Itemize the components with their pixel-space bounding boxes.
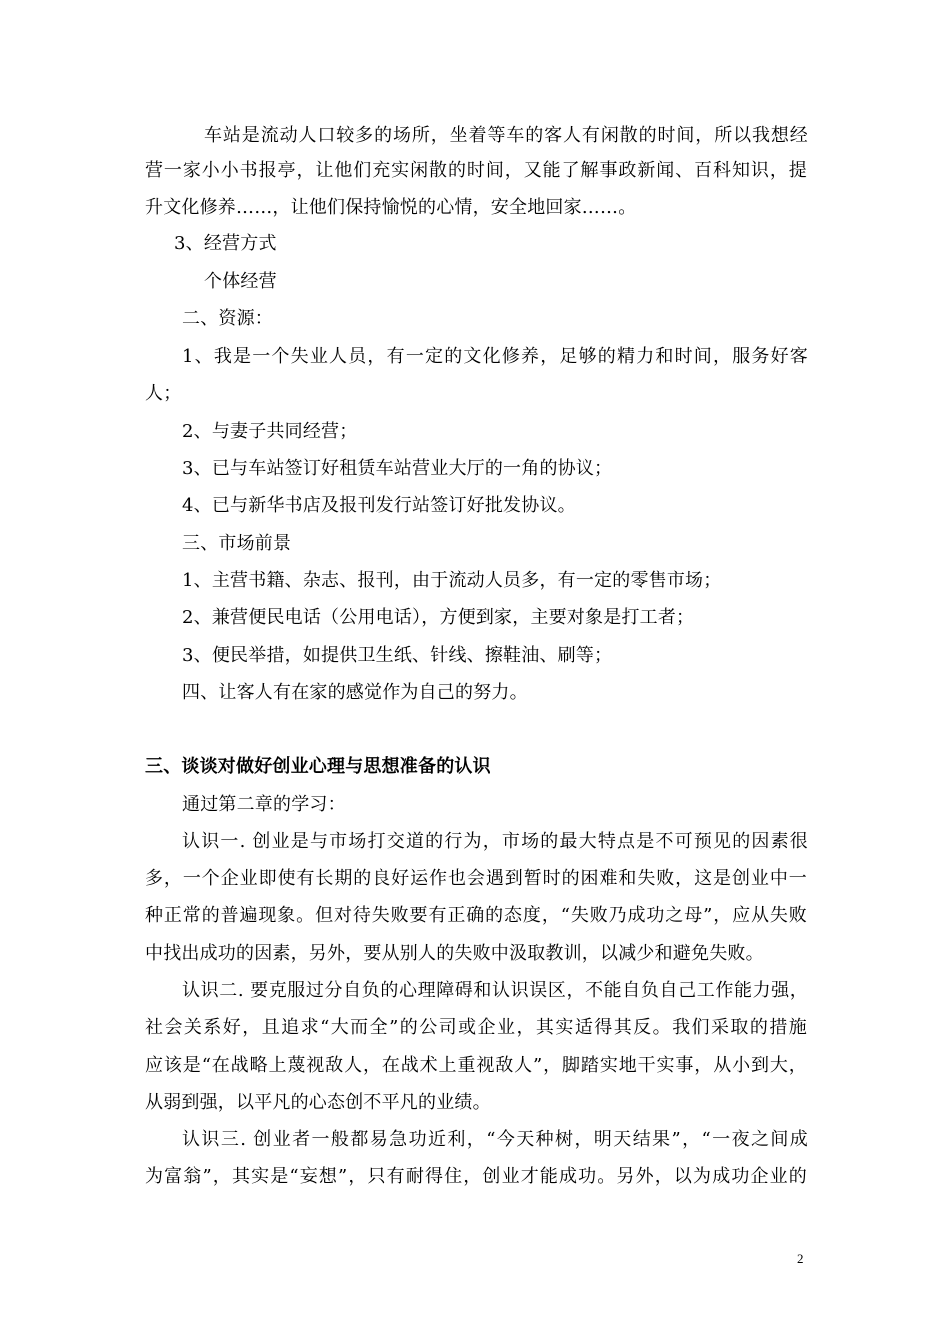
paragraph-line: 应该是“在战略上蔑视敌人，在战术上重视敌人”，脚踏实地干实事，从小到大， bbox=[145, 1055, 807, 1076]
paragraph-line: 通过第二章的学习： bbox=[182, 794, 346, 815]
section-heading: 3、经营方式 bbox=[174, 233, 277, 254]
list-item: 1、主营书籍、杂志、报刊，由于流动人员多，有一定的零售市场； bbox=[182, 570, 722, 591]
paragraph-line: 个体经营 bbox=[204, 271, 277, 292]
list-item: 人； bbox=[145, 383, 182, 404]
paragraph-line: 认识一. 创业是与市场打交道的行为，市场的最大特点是不可预见的因素很 bbox=[182, 831, 808, 852]
paragraph-line: 多，一个企业即使有长期的良好运作也会遇到暂时的困难和失败，这是创业中一 bbox=[145, 868, 807, 889]
paragraph-line: 中找出成功的因素，另外，要从别人的失败中汲取教训，以减少和避免失败。 bbox=[145, 943, 764, 964]
list-item: 2、兼营便民电话（公用电话），方便到家，主要对象是打工者； bbox=[182, 607, 695, 628]
chapter-heading: 三、谈谈对做好创业心理与思想准备的认识 bbox=[145, 756, 491, 777]
paragraph-line: 种正常的普遍现象。但对待失败要有正确的态度，“失败乃成功之母”，应从失败 bbox=[145, 905, 807, 926]
section-heading: 三、市场前景 bbox=[182, 533, 292, 554]
section-heading: 四、让客人有在家的感觉作为自己的努力。 bbox=[182, 682, 528, 703]
paragraph-line: 营一家小小书报亭，让他们充实闲散的时间，又能了解事政新闻、百科知识，提 bbox=[145, 160, 807, 181]
page-number: 2 bbox=[797, 1251, 804, 1266]
list-item: 1、我是一个失业人员，有一定的文化修养，足够的精力和时间，服务好客 bbox=[182, 346, 808, 367]
paragraph-line: 为富翁”，其实是“妄想”，只有耐得住，创业才能成功。另外，以为成功企业的 bbox=[145, 1166, 807, 1187]
list-item: 3、便民举措，如提供卫生纸、针线、擦鞋油、刷等； bbox=[182, 645, 613, 666]
paragraph-line: 认识三. 创业者一般都易急功近利，“今天种树，明天结果”，“一夜之间成 bbox=[182, 1129, 808, 1150]
list-item: 3、已与车站签订好租赁车站营业大厅的一角的协议； bbox=[182, 458, 613, 479]
section-heading: 二、资源： bbox=[182, 308, 273, 329]
list-item: 2、与妻子共同经营； bbox=[182, 421, 358, 442]
paragraph-line: 车站是流动人口较多的场所，坐着等车的客人有闲散的时间，所以我想经 bbox=[204, 125, 808, 146]
list-item: 4、已与新华书店及报刊发行站签订好批发协议。 bbox=[182, 495, 576, 516]
paragraph-line: 升文化修养……，让他们保持愉悦的心情，安全地回家……。 bbox=[145, 197, 637, 218]
paragraph-line: 认识二. 要克服过分自负的心理障碍和认识误区，不能自负自己工作能力强， bbox=[182, 980, 808, 1001]
paragraph-line: 社会关系好，且追求“大而全”的公司或企业，其实适得其反。我们采取的措施 bbox=[145, 1017, 807, 1038]
paragraph-line: 从弱到强，以平凡的心态创不平凡的业绩。 bbox=[145, 1092, 491, 1113]
